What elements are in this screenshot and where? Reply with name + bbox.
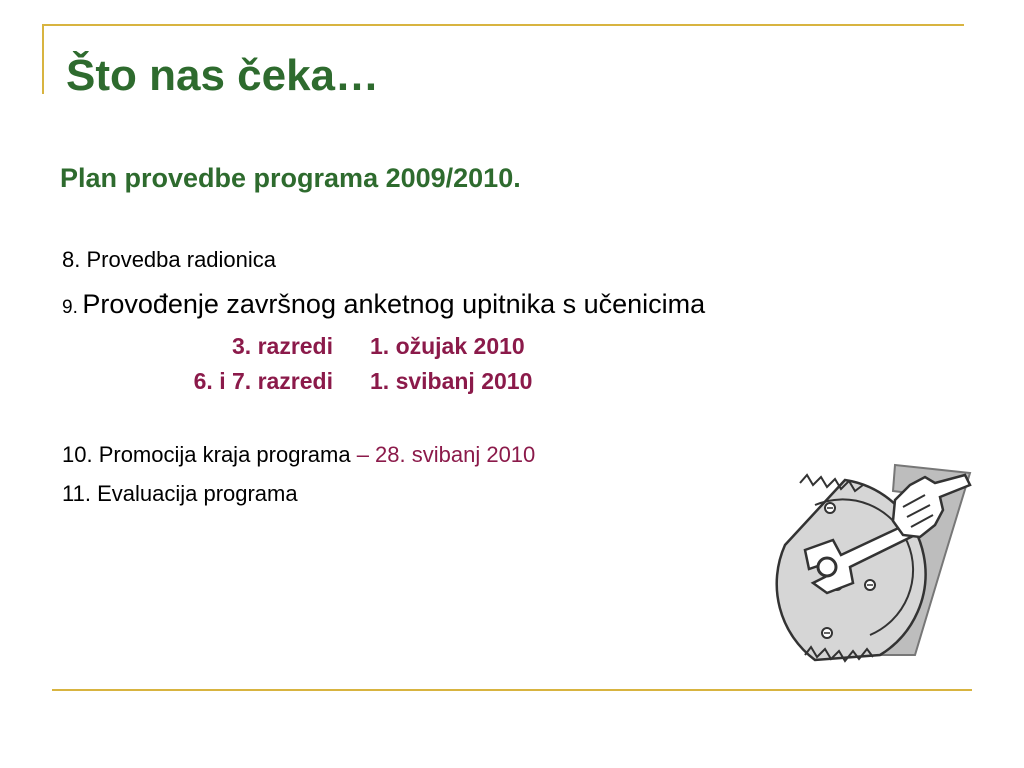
frame-top-line	[42, 24, 964, 26]
frame-left-line	[42, 24, 44, 94]
list-item-8: 8. Provedba radionica	[62, 247, 277, 272]
hand-wrench-gear-icon	[775, 455, 990, 670]
list-item-9-number: 9.	[62, 297, 78, 318]
list-item-9	[62, 284, 705, 329]
list-item-9-text: Provođenje završnog anketnog upitnika s učenicima	[82, 289, 706, 319]
schedule-date: 1. svibanj 2010	[370, 368, 533, 394]
list-item-10	[62, 440, 535, 470]
slide-title: Što nas čeka…	[66, 51, 380, 100]
list-item-10-date: – 28. svibanj 2010	[356, 442, 536, 467]
list-item-10-text: 10. Promocija kraja programa	[62, 442, 351, 467]
schedule-date: 1. ožujak 2010	[370, 333, 525, 359]
frame-bottom-line	[52, 689, 972, 691]
plan-subtitle: Plan provedbe programa 2009/2010.	[60, 163, 521, 193]
schedule-group: 3. razredi	[232, 333, 333, 359]
list-item-11: 11. Evaluacija programa	[62, 481, 298, 506]
schedule-group: 6. i 7. razredi	[193, 368, 333, 394]
